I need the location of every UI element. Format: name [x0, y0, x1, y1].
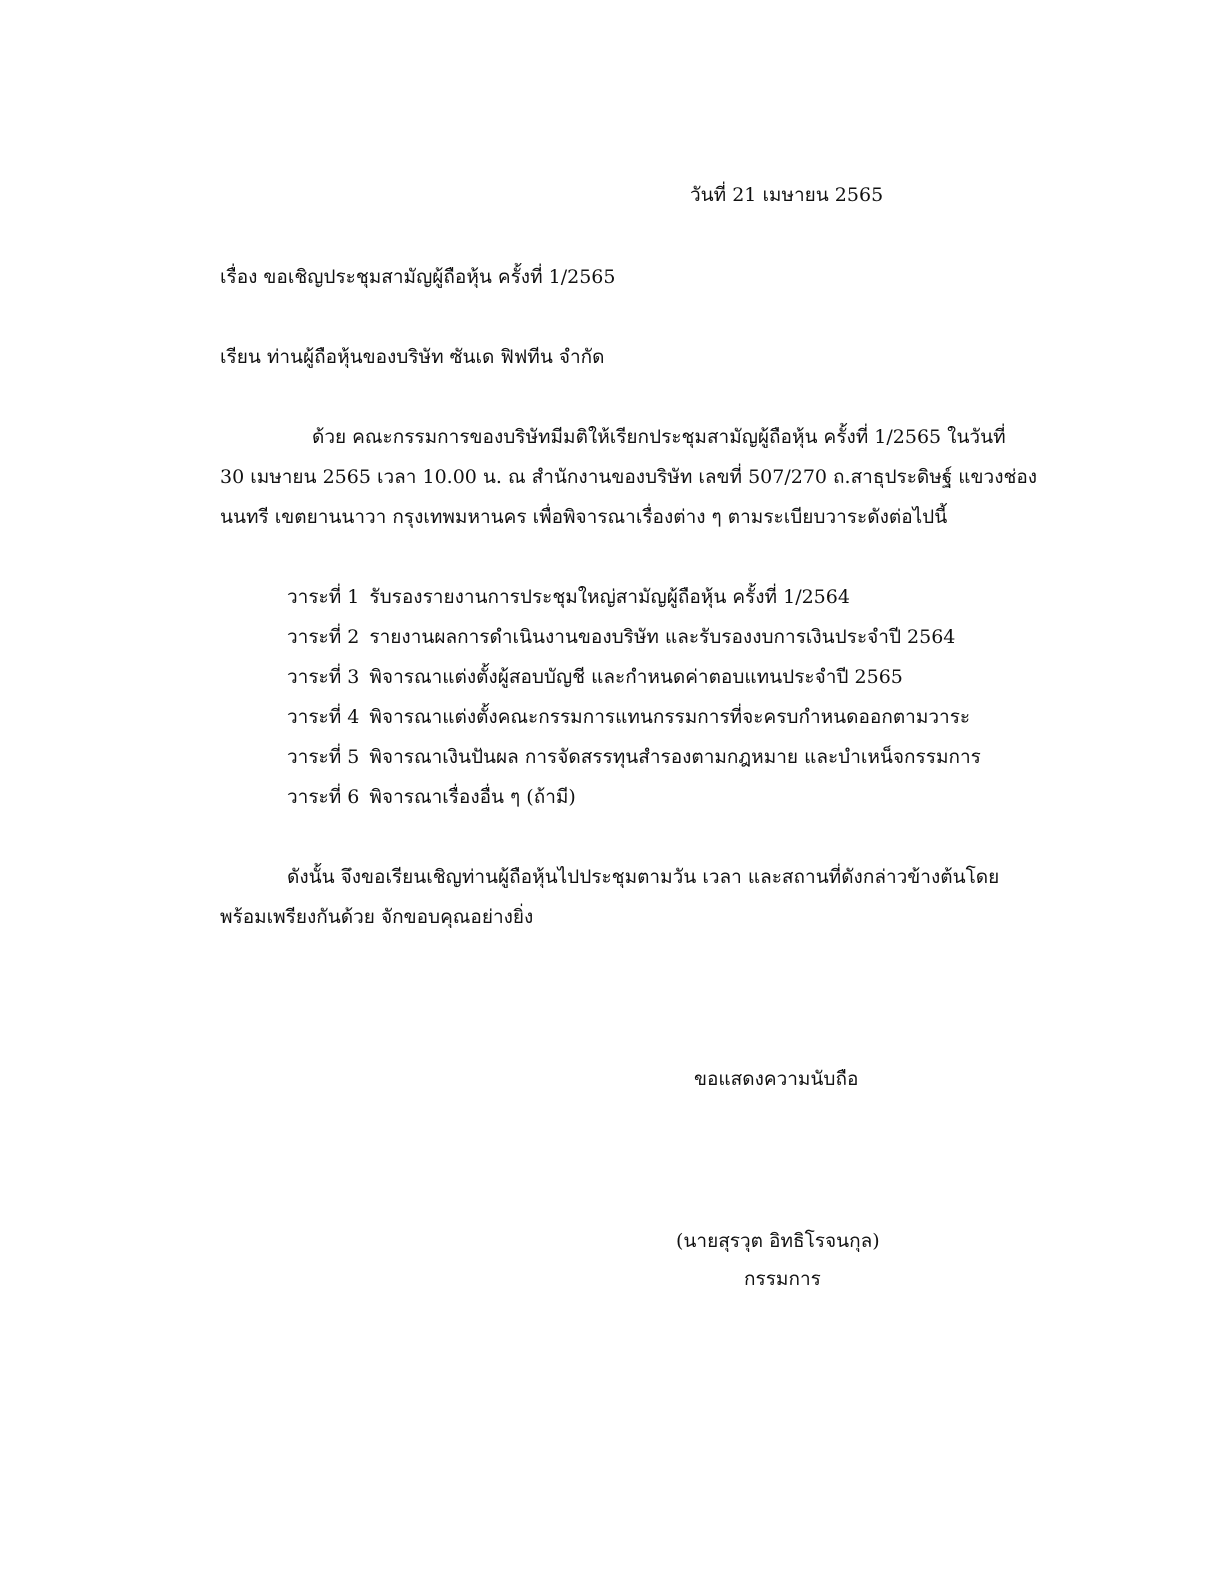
closing-line: พร้อมเพรียงกันด้วย จักขอบคุณอย่างยิ่ง	[220, 906, 534, 928]
agenda-number: วาระที่ 6	[287, 786, 360, 808]
complimentary-close: ขอแสดงความนับถือ	[694, 1068, 859, 1090]
agenda-text: พิจารณาแต่งตั้งคณะกรรมการแทนกรรมการที่จะครบกำหนดออกตามวาระ	[369, 706, 971, 728]
agenda-text: พิจารณาเงินปันผล การจัดสรรทุนสำรองตามกฎหมาย และบำเหน็จกรรมการ	[369, 746, 981, 768]
agenda-text: พิจารณาเรื่องอื่น ๆ (ถ้ามี)	[369, 786, 576, 808]
closing-line: ดังนั้น จึงขอเรียนเชิญท่านผู้ถือหุ้นไปประชุมตามวัน เวลา และสถานที่ดังกล่าวข้างต้นโดย	[287, 866, 1000, 888]
agenda-item	[287, 584, 850, 610]
agenda-text: รับรองรายงานการประชุมใหญ่สามัญผู้ถือหุ้น ครั้งที่ 1/2564	[369, 586, 850, 608]
agenda-item	[287, 664, 903, 690]
agenda-text: รายงานผลการดำเนินงานของบริษัท และรับรองงบการเงินประจำปี 2564	[369, 626, 956, 648]
body-line: ด้วย คณะกรรมการของบริษัทมีมติให้เรียกประชุมสามัญผู้ถือหุ้น ครั้งที่ 1/2565 ในวันที่	[312, 426, 1006, 448]
agenda-item	[287, 624, 955, 650]
letter-date: วันที่ 21 เมษายน 2565	[690, 184, 884, 206]
signer-name: (นายสุรวุต อิทธิโรจนกุล)	[676, 1230, 880, 1252]
agenda-item	[287, 784, 576, 810]
agenda-number: วาระที่ 3	[287, 666, 360, 688]
signer-title: กรรมการ	[744, 1268, 821, 1290]
agenda-number: วาระที่ 2	[287, 626, 360, 648]
body-line: นนทรี เขตยานนาวา กรุงเทพมหานคร เพื่อพิจารณาเรื่องต่าง ๆ ตามระเบียบวาระดังต่อไปนี้	[220, 506, 948, 528]
agenda-item	[287, 704, 970, 730]
agenda-number: วาระที่ 1	[287, 586, 360, 608]
agenda-text: พิจารณาแต่งตั้งผู้สอบบัญชี และกำหนดค่าตอบแทนประจำปี 2565	[369, 666, 903, 688]
agenda-item	[287, 744, 981, 770]
letter-subject: เรื่อง ขอเชิญประชุมสามัญผู้ถือหุ้น ครั้งที่ 1/2565	[220, 266, 616, 288]
letter-salutation: เรียน ท่านผู้ถือหุ้นของบริษัท ซันเด ฟิฟทีน จำกัด	[220, 346, 605, 368]
agenda-number: วาระที่ 4	[287, 706, 360, 728]
agenda-number: วาระที่ 5	[287, 746, 360, 768]
body-line: 30 เมษายน 2565 เวลา 10.00 น. ณ สำนักงานของบริษัท เลขที่ 507/270 ถ.สาธุประดิษฐ์ แขวงช่อง	[220, 466, 1038, 488]
